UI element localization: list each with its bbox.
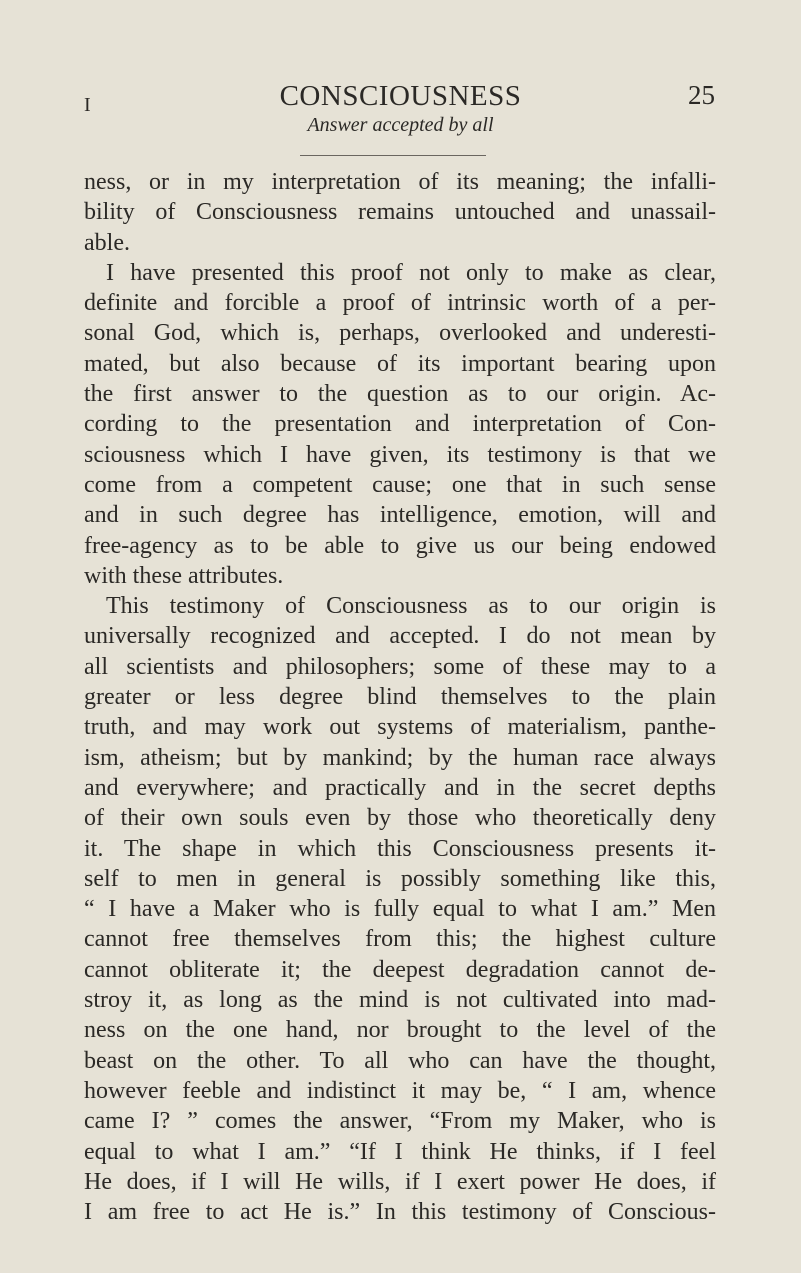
text-line: come from a competent cause; one that in such sense [84,471,716,498]
text-line: ness on the one hand, nor brought to the level of the [84,1017,716,1044]
chapter-number: I [84,94,91,116]
text-line: sonal God, which is, perhaps, overlooked and underesti- [84,320,716,347]
text-line: and everywhere; and practically and in the secret depths [84,774,716,801]
text-line: with these attributes. [84,562,284,589]
text-line: came I? ” comes the answer, “From my Maker, who is [84,1108,716,1135]
text-line: cording to the presentation and interpretation of Con- [84,411,716,438]
text-line: the first answer to the question as to our origin. Ac- [84,381,716,408]
body-text [84,167,716,1227]
text-line: cannot obliterate it; the deepest degradation cannot de- [84,956,716,983]
text-line: ism, atheism; but by mankind; by the human race always [84,744,716,771]
side-note: Answer accepted by all [307,114,494,136]
text-line: I am free to act He is.” In this testimony of Conscious- [84,1199,716,1226]
text-line: “ I have a Maker who is fully equal to what I am.” Men [84,896,716,923]
divider-rule [300,155,486,156]
text-line: ness, or in my interpretation of its meaning; the infalli- [84,169,716,195]
page-number: 25 [688,80,715,110]
text-line: able. [84,229,130,256]
text-line: however feeble and indistinct it may be, “ I am, whence [84,1077,716,1104]
text-line: This testimony of Consciousness as to our origin is [106,593,716,620]
text-line: universally recognized and accepted. I do not mean by [84,623,716,650]
text-line: and in such degree has intelligence, emotion, will and [84,502,716,529]
text-line: definite and forcible a proof of intrinsic worth of a per- [84,290,716,317]
text-line: all scientists and philosophers; some of these may to a [84,653,716,680]
text-line: stroy it, as long as the mind is not cultivated into mad- [84,987,716,1014]
text-line: I have presented this proof not only to make as clear, [106,259,716,286]
text-line: cannot free themselves from this; the highest culture [84,926,716,953]
text-line: it. The shape in which this Consciousness presents it- [84,835,716,862]
text-line: beast on the other. To all who can have the thought, [84,1047,716,1074]
running-head: CONSCIOUSNESS [279,80,522,112]
text-line: free-agency as to be able to give us our being endowed [84,532,716,559]
text-line: truth, and may work out systems of materialism, panthe- [84,714,716,741]
text-line: of their own souls even by those who theoretically deny [84,805,716,832]
text-line: self to men in general is possibly something like this, [84,865,716,892]
text-line: He does, if I will He wills, if I exert power He does, if [84,1168,716,1195]
text-line: greater or less degree blind themselves to the plain [84,684,716,711]
text-line: mated, but also because of its important bearing upon [84,350,716,377]
text-line: sciousness which I have given, its testimony is that we [84,441,716,468]
text-line: equal to what I am.” “If I think He thinks, if I feel [84,1138,716,1165]
text-line: bility of Consciousness remains untouched and unassail- [84,199,716,226]
